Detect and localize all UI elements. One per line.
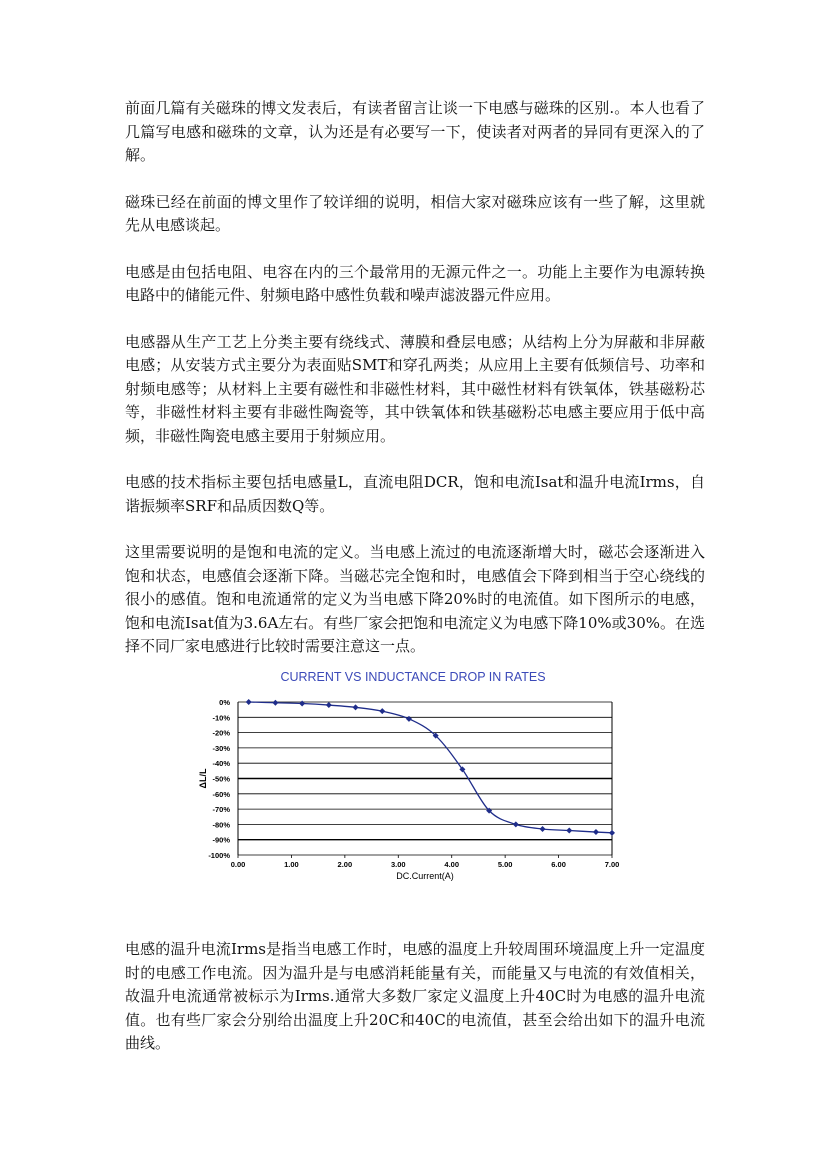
x-tick-label: 3.00	[390, 860, 406, 869]
article-body	[125, 97, 705, 682]
paragraph-inductor-classification: 电感器从生产工艺上分类主要有绕线式、薄膜和叠层电感；从结构上分为屏蔽和非屏蔽电感；从安装方式主要分为表面贴SMT和穿孔两类；从应用上主要有低频信号、功率和射频电感等；从材料上主要有磁性和非磁性材料，其中磁性材料有铁氧体，铁基磁粉芯等，非磁性材料主要有非磁性陶瓷等，其中铁氧体和铁基磁粉芯电感主要应用于低中高频，非磁性陶瓷电感主要用于射频应用。	[125, 332, 705, 445]
data-point	[593, 829, 599, 835]
y-tick-label: -10%	[212, 713, 230, 723]
data-point	[406, 716, 412, 722]
y-tick-label: -50%	[212, 774, 230, 784]
y-tick-label: -20%	[212, 728, 230, 738]
paragraph-intro: 前面几篇有关磁珠的博文发表后，有读者留言让谈一下电感与磁珠的区别.。本人也看了几篇写电感和磁珠的文章，认为还是有必要写一下，使读者对两者的异同有更深入的了解。	[125, 99, 705, 164]
x-tick-label: 7.00	[604, 860, 620, 869]
y-tick-label: -60%	[212, 789, 230, 799]
y-tick-label: -90%	[212, 835, 230, 845]
y-axis-label: ΔL/L	[198, 768, 208, 789]
x-tick-label: 4.00	[444, 860, 460, 869]
chart-title: CURRENT VS INDUCTANCE DROP IN RATES	[280, 670, 546, 684]
x-tick-label: 6.00	[551, 860, 566, 869]
data-point	[566, 828, 572, 834]
x-axis-label: DC.Current(A)	[396, 871, 454, 881]
data-point	[540, 826, 546, 832]
y-axis-ticks	[208, 698, 230, 860]
paragraph-saturation-current: 这里需要说明的是饱和电流的定义。当电感上流过的电流逐渐增大时，磁芯会逐渐进入饱和状态，电感值会逐渐下降。当磁芯完全饱和时，电感值会下降到相当于空心绕线的很小的感值。饱和电流通常的定义为当电感下降20%时的电流值。如下图所示的电感，饱和电流Isat值为3.6A左右。有些厂家会把饱和电流定义为电感下降10%或30%。在选择不同厂家电感进行比较时需要注意这一点。	[125, 543, 705, 655]
x-tick-label: 1.00	[284, 860, 299, 869]
chart-series	[246, 699, 615, 836]
paragraph-tech-specs: 电感的技术指标主要包括电感量L，直流电阻DCR，饱和电流Isat和温升电流Irms，自谐振频率SRF和品质因数Q等。	[125, 473, 705, 515]
data-point	[246, 699, 252, 705]
data-point	[513, 821, 519, 827]
data-point	[299, 701, 305, 707]
y-tick-label: -80%	[212, 820, 230, 830]
y-tick-label: 0%	[219, 698, 230, 707]
paragraph-inductor-definition: 电感是由包括电阻、电容在内的三个最常用的无源元件之一。功能上主要作为电源转换电路中的储能元件、射频电路中感性负载和噪声滤波器元件应用。	[125, 262, 705, 304]
data-point	[379, 708, 385, 714]
y-tick-label: -30%	[212, 743, 230, 753]
paragraph-bead-recap: 磁珠已经在前面的博文里作了较详细的说明，相信大家对磁珠应该有一些了解，这里就先从电感谈起。	[125, 192, 705, 234]
x-tick-label: 2.00	[337, 860, 353, 869]
y-tick-label: -100%	[208, 851, 230, 860]
x-axis-ticks	[231, 855, 620, 869]
paragraph-temperature-rise-current: 电感的温升电流Irms是指当电感工作时，电感的温度上升较周围环境温度上升一定温度时的电感工作电流。因为温升是与电感消耗能量有关，而能量又与电流的有效值相关，故温升电流通常被标示为Irms.通常大多数厂家定义温度上升40C时为电感的温升电流值。也有些厂家会分别给出温度上升20C和40C的电流值，甚至会给出如下的温升电流曲线。	[125, 940, 705, 1052]
data-point	[326, 702, 332, 708]
data-point	[272, 700, 278, 706]
y-tick-label: -40%	[212, 759, 230, 769]
data-point	[353, 704, 359, 710]
series-line	[249, 702, 612, 833]
y-tick-label: -70%	[212, 805, 230, 815]
x-tick-label: 5.00	[497, 860, 513, 869]
inductance-drop-chart	[198, 662, 628, 894]
x-tick-label: 0.00	[230, 860, 246, 869]
chart-grid	[238, 702, 612, 855]
data-point	[609, 830, 615, 836]
